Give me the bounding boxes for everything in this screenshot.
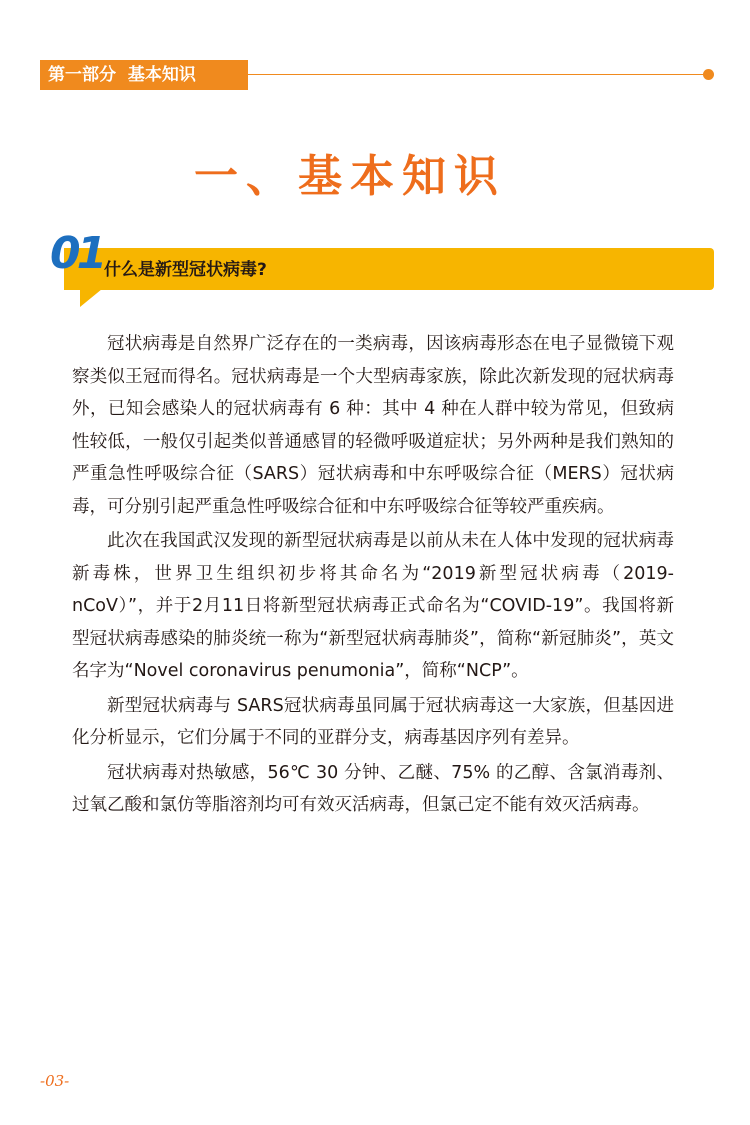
paragraph: 此次在我国武汉发现的新型冠状病毒是以前从未在人体中发现的冠状病毒新毒株，世界卫生组织初步将其命名为“2019新型冠状病毒（2019-nCoV）”，并于2月11日将新型冠状病毒正式命名为“COVID-19”。我国将新型冠状病毒感染的肺炎统一称为“新型冠状病毒肺炎”，简称“新冠肺炎”，英文名字为“Novel coronavirus penumonia”，简称“NCP”。 [72, 531, 674, 681]
section-tag: 第一部分 基本知识 [40, 60, 248, 90]
paragraph: 冠状病毒对热敏感，56℃ 30 分钟、乙醚、75% 的乙醇、含氯消毒剂、过氧乙酸和氯仿等脂溶剂均可有效灭活病毒，但氯己定不能有效灭活病毒。 [72, 762, 674, 815]
question-number: 01 [50, 228, 104, 279]
header-rule [248, 74, 704, 75]
page-number: -03- [40, 1072, 70, 1090]
question-banner-tail [80, 289, 102, 307]
header-dot [703, 69, 714, 80]
question-heading: 什么是新型冠状病毒? [104, 260, 267, 280]
body-text [72, 328, 674, 824]
page-title: 一、基本知识 [194, 151, 506, 202]
paragraph: 冠状病毒是自然界广泛存在的一类病毒，因该病毒形态在电子显微镜下观察类似王冠而得名。冠状病毒是一个大型病毒家族，除此次新发现的冠状病毒外，已知会感染人的冠状病毒有 6 种：其中 4 种在人群中较为常见，但致病性较低，一般仅引起类似普通感冒的轻微呼吸道症状；另外两种是我们熟知的严重急性呼吸综合征（SARS）冠状病毒和中东呼吸综合征（MERS）冠状病毒，可分别引起严重急性呼吸综合征和中东呼吸综合征等较严重疾病。 [72, 334, 674, 517]
paragraph: 新型冠状病毒与 SARS冠状病毒虽同属于冠状病毒这一大家族，但基因进化分析显示，它们分属于不同的亚群分支，病毒基因序列有差异。 [72, 695, 674, 748]
